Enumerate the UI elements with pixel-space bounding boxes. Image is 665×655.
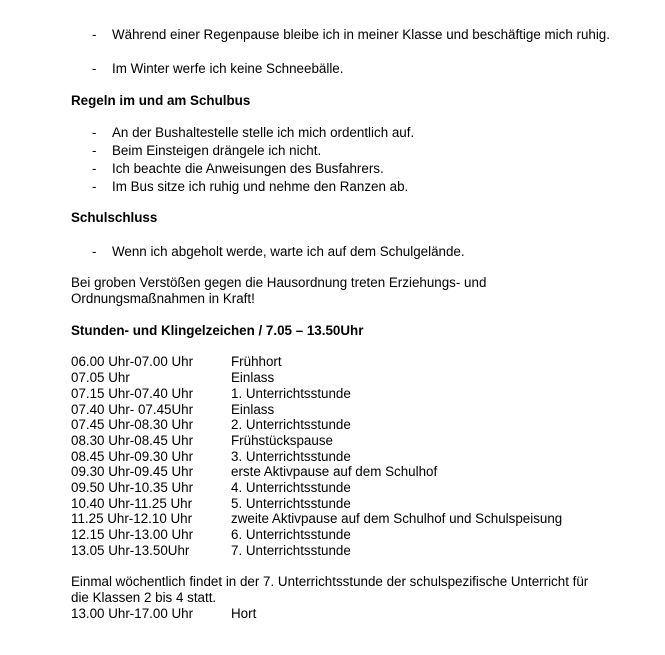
list-item-text: Beim Einsteigen drängele ich nicht. (112, 143, 322, 158)
schedule-time: 07.15 Uhr-07.40 Uhr (71, 386, 194, 401)
schedule-activity: Hort (231, 606, 257, 621)
table-row (71, 543, 631, 559)
schedule-activity: 2. Unterrichtsstunde (231, 417, 351, 432)
schedule-time: 09.30 Uhr-09.45 Uhr (71, 464, 194, 479)
bullet-dash: - (92, 27, 97, 42)
bullet-dash: - (92, 61, 97, 76)
schedule-activity: Einlass (231, 402, 275, 417)
table-row (71, 496, 631, 512)
section-heading-bus: Regeln im und am Schulbus (71, 93, 251, 108)
table-row (71, 606, 631, 622)
table-row (71, 370, 631, 386)
table-row (71, 402, 631, 418)
list-item-text: Wenn ich abgeholt werde, warte ich auf dem Schulgelände. (112, 244, 465, 259)
violations-paragraph: Bei groben Verstößen gegen die Hausordnung treten Erziehungs- und Ordnungsmaßnahmen in Kraft! (71, 275, 487, 306)
list-item-text: Während einer Regenpause bleibe ich in meiner Klasse und beschäftige mich ruhig. (112, 27, 610, 42)
schedule-time: 12.15 Uhr-13.00 Uhr (71, 527, 194, 542)
table-row (71, 449, 631, 465)
section-heading-schulschluss: Schulschluss (71, 210, 158, 225)
schedule-activity: 7. Unterrichtsstunde (231, 543, 351, 558)
table-row (71, 527, 631, 543)
schedule-activity: 5. Unterrichtsstunde (231, 496, 351, 511)
schedule-time: 13.05 Uhr-13.50Uhr (71, 543, 190, 558)
schedule-activity: zweite Aktivpause auf dem Schulhof und Schulspeisung (231, 511, 563, 526)
schedule-activity: Einlass (231, 370, 275, 385)
schedule-activity: 4. Unterrichtsstunde (231, 480, 351, 495)
schedule-activity: erste Aktivpause auf dem Schulhof (231, 464, 438, 479)
schedule-note: Einmal wöchentlich findet in der 7. Unterrichtsstunde der schulspezifische Unterricht für die Klassen 2 bis 4 statt. (71, 574, 589, 605)
schedule-time: 09.50 Uhr-10.35 Uhr (71, 480, 194, 495)
bullet-dash: - (92, 143, 97, 158)
table-row (71, 480, 631, 496)
schedule-activity: 6. Unterrichtsstunde (231, 527, 351, 542)
bullet-dash: - (92, 161, 97, 176)
table-row (71, 511, 631, 527)
schedule-activity: Frühhort (231, 354, 282, 369)
schedule-activity: 1. Unterrichtsstunde (231, 386, 351, 401)
table-row (71, 433, 631, 449)
section-heading-schedule: Stunden- und Klingelzeichen / 7.05 – 13.50Uhr (71, 323, 364, 338)
table-row (71, 354, 631, 370)
list-item-text: An der Bushaltestelle stelle ich mich ordentlich auf. (112, 125, 415, 140)
list-item-text: Im Bus sitze ich ruhig und nehme den Ranzen ab. (112, 179, 409, 194)
bullet-dash: - (92, 125, 97, 140)
schedule-time: 11.25 Uhr-12.10 Uhr (71, 511, 193, 526)
bullet-dash: - (92, 244, 97, 259)
schedule-time: 06.00 Uhr-07.00 Uhr (71, 354, 194, 369)
schedule-time: 08.45 Uhr-09.30 Uhr (71, 449, 194, 464)
bullet-dash: - (92, 179, 97, 194)
list-item-text: Ich beachte die Anweisungen des Busfahrers. (112, 161, 384, 176)
schedule-activity: Frühstückspause (231, 433, 333, 448)
schedule-time: 10.40 Uhr-11.25 Uhr (71, 496, 193, 511)
schedule-time: 08.30 Uhr-08.45 Uhr (71, 433, 194, 448)
list-item-text: Im Winter werfe ich keine Schneebälle. (112, 61, 344, 76)
schedule-activity: 3. Unterrichtsstunde (231, 449, 351, 464)
table-row (71, 386, 631, 402)
schedule-time: 13.00 Uhr-17.00 Uhr (71, 606, 194, 621)
schedule-time: 07.05 Uhr (71, 370, 130, 385)
schedule-time: 07.40 Uhr- 07.45Uhr (71, 402, 194, 417)
table-row (71, 417, 631, 433)
table-row (71, 464, 631, 480)
schedule-time: 07.45 Uhr-08.30 Uhr (71, 417, 194, 432)
